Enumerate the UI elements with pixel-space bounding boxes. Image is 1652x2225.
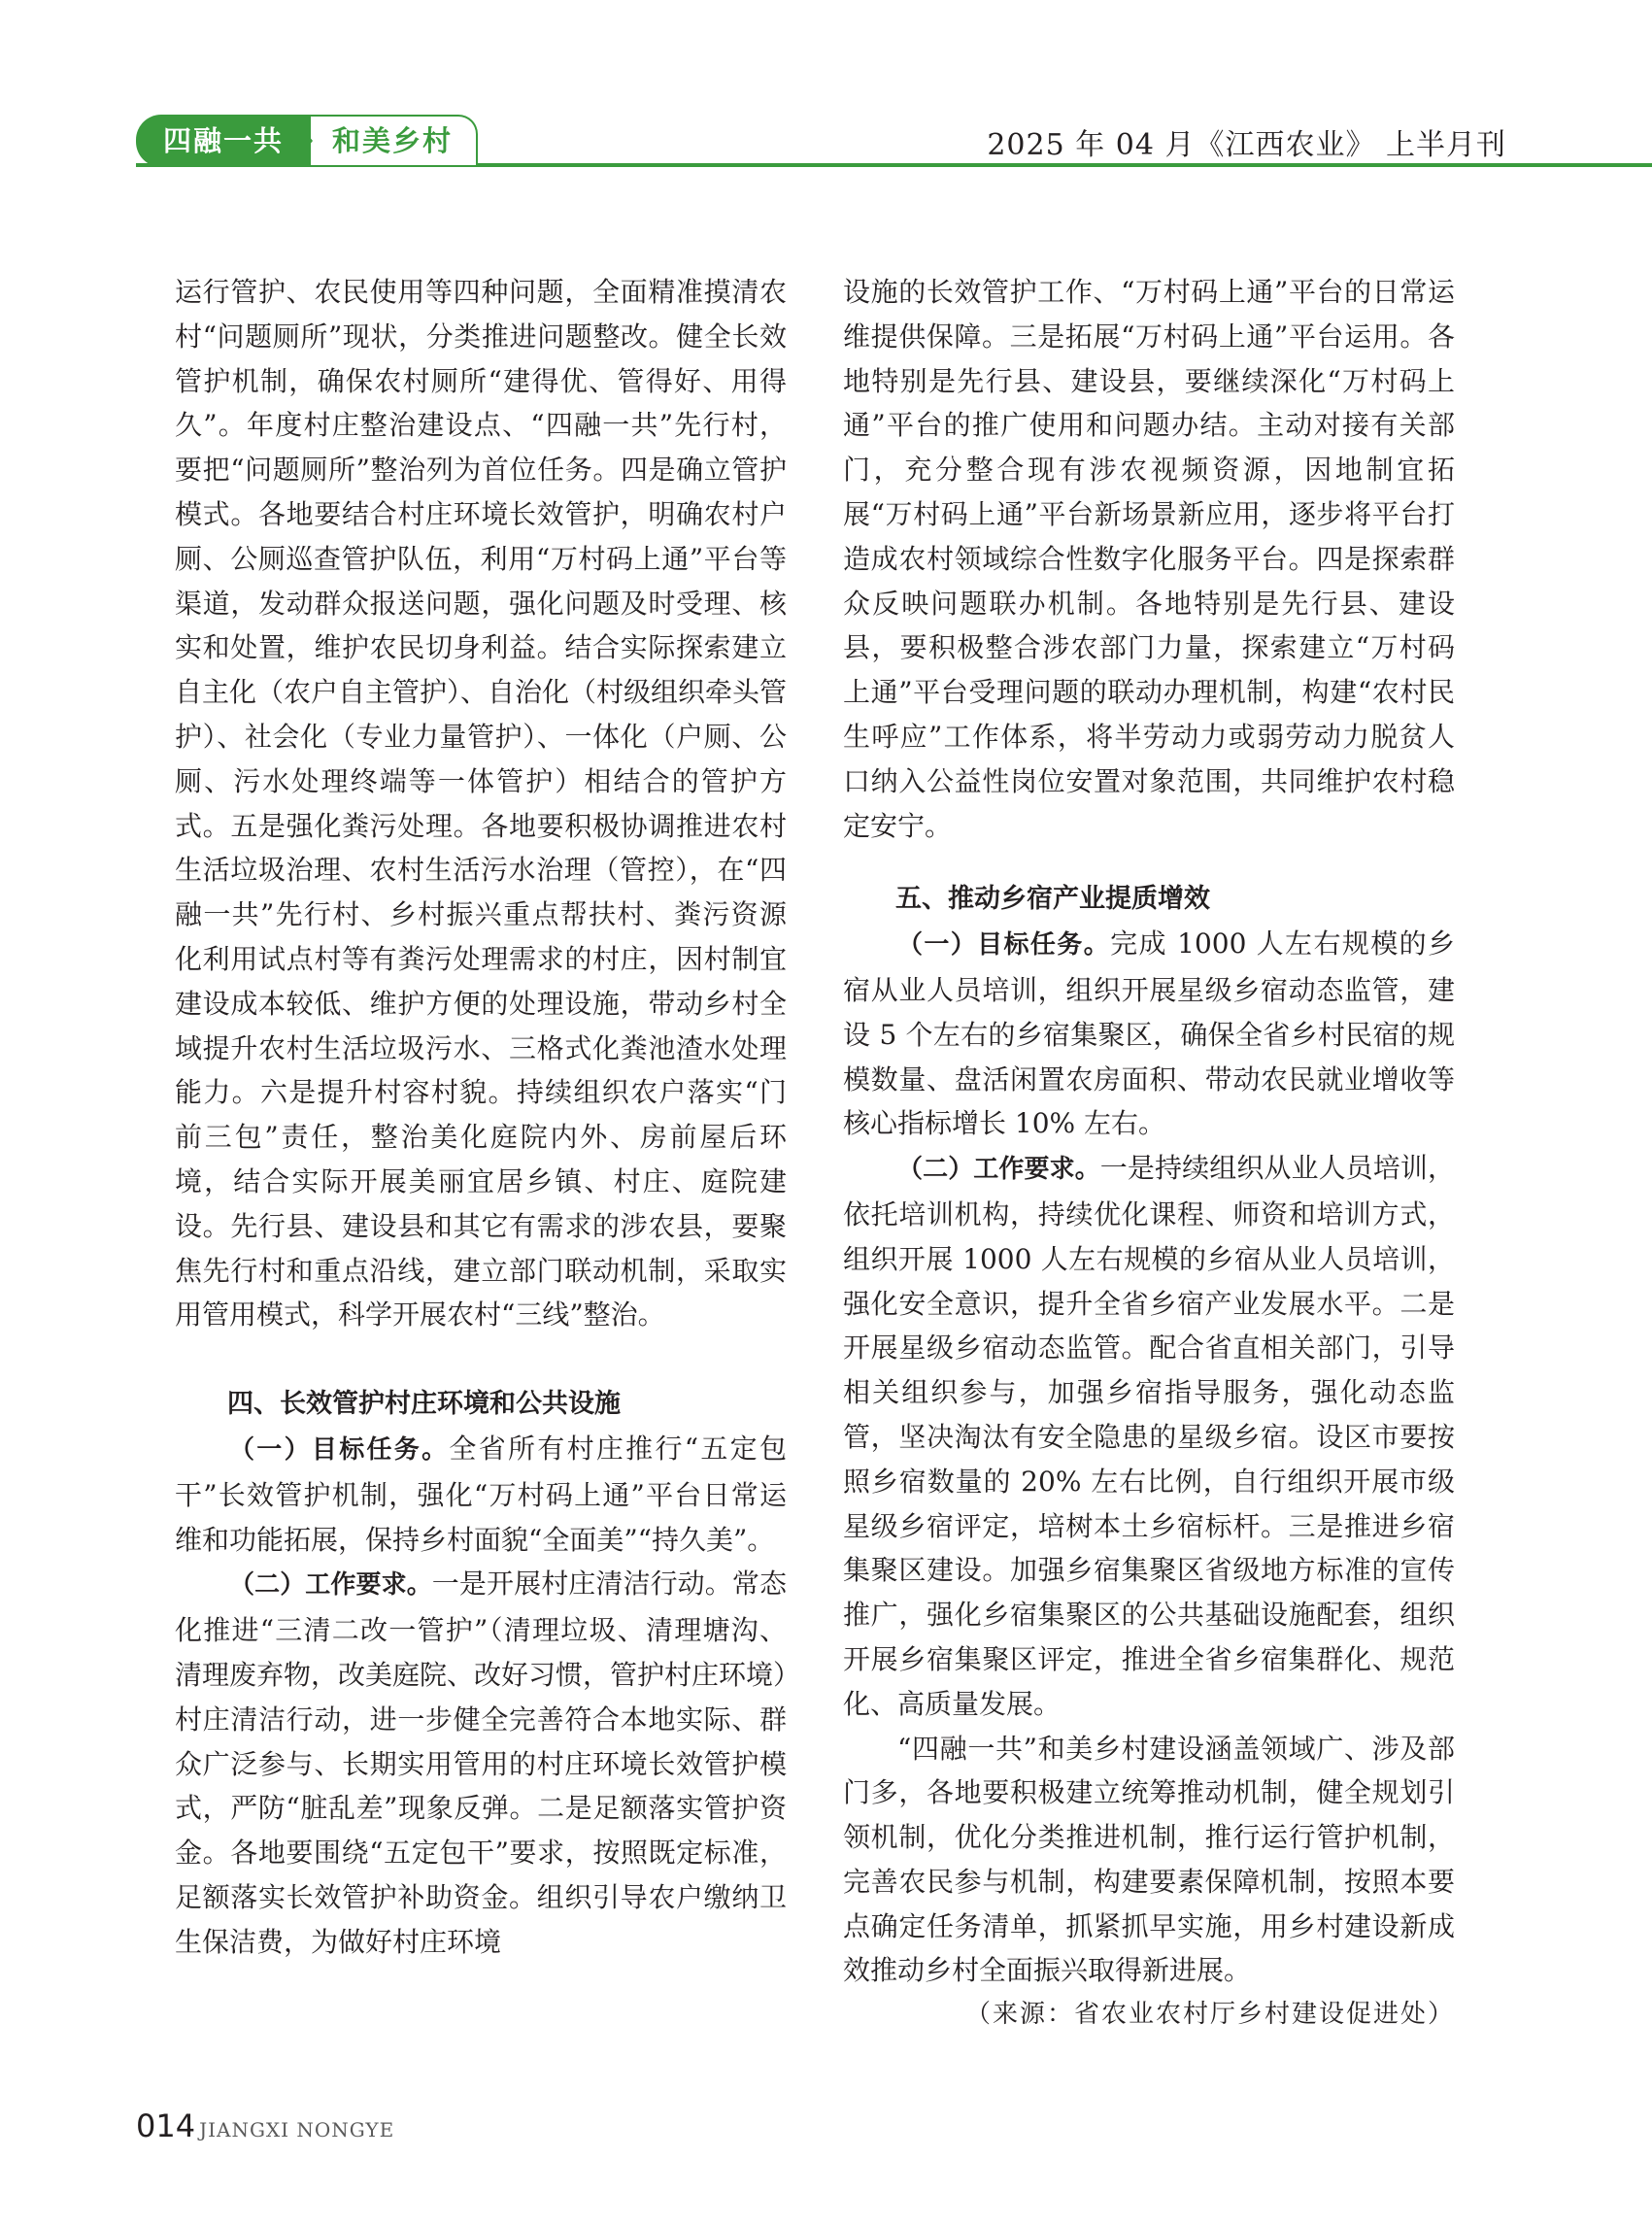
magazine-name: JIANGXI NONGYE xyxy=(199,2118,395,2141)
left-p3-label: （二）工作要求。 xyxy=(229,1570,432,1601)
right-paragraph-1: 设施的长效管护工作、“万村码上通”平台的日常运维提供保障。三是拓展“万村码上通”平台运用。各地特别是先行县、建设县，要继续深化“万村码上通”平台的推广使用和问题办结。主动对接有关部门，充分整合现有涉农视频资源，因地制宜拓展“万村码上通”平台新场景新应用，逐步将平台打造成农村领域综合性数字化服务平台。四是探索群众反映问题联办机制。各地特别是先行县、建设县，要积极整合涉农部门力量，探索建立“万村码上通”平台受理问题的联动办理机制，构建“农村民生呼应”工作体系，将半劳动力或弱劳动力脱贫人口纳入公益性岗位安置对象范围，共同维护农村稳定安宁。 xyxy=(843,276,1455,842)
section-heading-5: 五、推动乡宿产业提质增效 xyxy=(895,884,1210,915)
left-p2-label: （一）目标任务。 xyxy=(229,1434,450,1465)
left-paragraph-2 xyxy=(175,1427,787,1562)
issue-info: 2025 年 04 月《江西农业》 上半月刊 xyxy=(987,128,1506,162)
right-p2-text: 完成 1000 人左右规模的乡宿从业人员培训，组织开展星级乡宿动态监管，建设 5 个左右的乡宿集聚区，确保全省乡村民宿的规模数量、盘活闲置农房面积、带动农民就业增收等核心指标增长 10% 左右。 xyxy=(843,927,1455,1140)
tag-arrow-icon xyxy=(291,115,313,167)
right-p2-label: （一）目标任务。 xyxy=(897,930,1111,961)
column-tag-primary: 四融一共 xyxy=(136,115,311,167)
page-header xyxy=(0,0,1652,194)
left-paragraph-1: 运行管护、农民使用等四种问题，全面精准摸清农村“问题厕所”现状，分类推进问题整改。健全长效管护机制，确保农村厕所“建得优、管得好、用得久”。年度村庄整治建设点、“四融一共”先行村，要把“问题厕所”整治列为首位任务。四是确立管护模式。各地要结合村庄环境长效管护，明确农村户厕、公厕巡查管护队伍，利用“万村码上通”平台等渠道，发动群众报送问题，强化问题及时受理、核实和处置，维护农民切身利益。结合实际探索建立自主化（农户自主管护）、自治化（村级组织牵头管护）、社会化（专业力量管护）、一体化（户厕、公厕、污水处理终端等一体管护）相结合的管护方式。五是强化粪污处理。各地要积极协调推进农村生活垃圾治理、农村生活污水治理（管控），在“四融一共”先行村、乡村振兴重点帮扶村、粪污资源化利用试点村等有粪污处理需求的村庄，因村制宜建设成本较低、维护方便的处理设施，带动乡村全域提升农村生活垃圾污水、三格式化粪池渣水处理能力。六是提升村容村貌。持续组织农户落实“门前三包”责任，整治美化庭院内外、房前屋后环境，结合实际开展美丽宜居乡镇、村庄、庭院建设。先行县、建设县和其它有需求的涉农县，要聚焦先行村和重点沿线，建立部门联动机制，采取实用管用模式，科学开展农村“三线”整治。 xyxy=(175,276,788,1332)
right-p3-label: （二）工作要求。 xyxy=(897,1155,1100,1185)
source-note: （来源：省农业农村厅乡村建设促进处） xyxy=(964,2000,1455,2030)
right-paragraph-4: “四融一共”和美乡村建设涵盖领域广、涉及部门多，各地要积极建立统筹推动机制，健全规划引领机制，优化分类推进机制，推行运行管护机制，完善农民参与机制，构建要素保障机制，按照本要点确定任务清单，抓紧抓早实施，用乡村建设新成效推动乡村全面振兴取得新进展。 xyxy=(843,1732,1455,1987)
left-p2-text: 全省所有村庄推行“五定包干”长效管护机制，强化“万村码上通”平台日常运维和功能拓展，保持乡村面貌“全面美”“持久美”。 xyxy=(175,1432,787,1556)
right-column xyxy=(843,270,1455,2038)
left-column xyxy=(175,270,787,1964)
left-p3-text: 一是开展村庄清洁行动。常态化推进“三清二改一管护”（清理垃圾、清理塘沟、清理废弃物，改美庭院、改好习惯，管护村庄环境）村庄清洁行动，进一步健全完善符合本地实际、群众广泛参与、长期实用管用的村庄环境长效管护模式，严防“脏乱差”现象反弹。二是足额落实管护资金。各地要围绕“五定包干”要求，按照既定标准，足额落实长效管护补助资金。组织引导农户缴纳卫生保洁费，为做好村庄环境 xyxy=(175,1568,788,1958)
column-tag-secondary-text: 和美乡村 xyxy=(331,124,453,157)
right-paragraph-3 xyxy=(843,1146,1455,1726)
page-footer xyxy=(136,2107,394,2144)
page-number: 014 xyxy=(136,2107,196,2144)
column-tag-secondary xyxy=(291,115,478,167)
right-p3-text: 一是持续组织从业人员培训，依托培训机构，持续优化课程、师资和培训方式，组织开展 1000 人左右规模的乡宿从业人员培训，强化安全意识，提升全省乡宿产业发展水平。二是开展星级乡宿动态监管。配合省直相关部门，引导相关组织参与，加强乡宿指导服务，强化动态监管，坚决淘汰有安全隐患的星级乡宿。设区市要按照乡宿数量的 20% 左右比例，自行组织开展市级星级乡宿评定，培树本土乡宿标杆。三是推进乡宿集聚区建设。加强乡宿集聚区省级地方标准的宣传推广，强化乡宿集聚区的公共基础设施配套，组织开展乡宿集聚区评定，推进全省乡宿集群化、规范化、高质量发展。 xyxy=(843,1152,1455,1720)
left-paragraph-3 xyxy=(175,1562,787,1964)
right-paragraph-2 xyxy=(843,922,1455,1146)
section-heading-4: 四、长效管护村庄环境和公共设施 xyxy=(227,1389,621,1420)
